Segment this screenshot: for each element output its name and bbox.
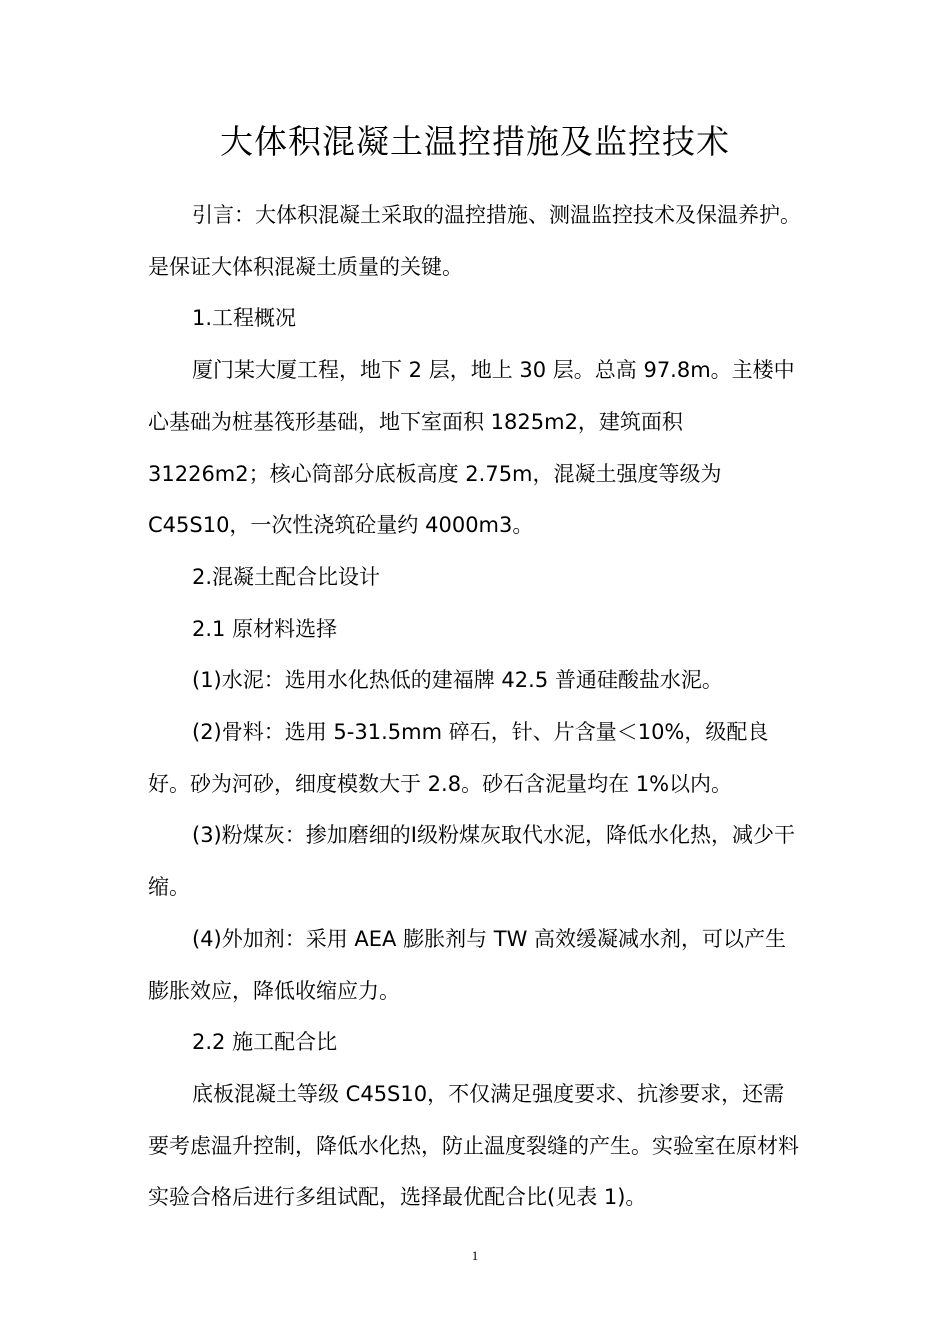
paragraph-cement: (1)水泥：选用水化热低的建福牌 42.5 普通硅酸盐水泥。 xyxy=(192,668,723,693)
document-title: 大体积混凝土温控措施及监控技术 xyxy=(220,122,730,161)
heading-raw-materials: 2.1 原材料选择 xyxy=(192,616,338,641)
page-number: 1 xyxy=(471,1248,479,1263)
paragraph-fly-ash: (3)粉煤灰：掺加磨细的Ⅰ级粉煤灰取代水泥，降低水化热，减少干缩。 xyxy=(148,823,795,900)
paragraph-project-overview: 厦门某大厦工程，地下 2 层，地上 30 层。总高 97.8m。主楼中心基础为桩基筏形基础，地下室面积 1825m2，建筑面积 31226m2；核心筒部分底板高度 2.75m，混凝土强度等级为 C45S10，一次性浇筑砼量约 4000m3。 xyxy=(148,358,795,538)
paragraph-intro: 引言：大体积混凝土采取的温控措施、测温监控技术及保温养护。是保证大体积混凝土质量的关键。 xyxy=(148,203,801,279)
paragraph-construction-mix: 底板混凝土等级 C45S10，不仅满足强度要求、抗渗要求，还需要考虑温升控制，降低水化热，防止温度裂缝的产生。实验室在原材料实验合格后进行多组试配，选择最优配合比(见表 1)。 xyxy=(148,1081,799,1210)
heading-mix-design: 2.混凝土配合比设计 xyxy=(192,564,381,589)
heading-project-overview: 1.工程概况 xyxy=(192,306,297,331)
paragraph-admixture: (4)外加剂：采用 AEA 膨胀剂与 TW 高效缓凝减水剂，可以产生膨胀效应，降低收缩应力。 xyxy=(148,926,787,1003)
heading-construction-mix: 2.2 施工配合比 xyxy=(192,1030,338,1055)
document-body xyxy=(148,190,803,1224)
paragraph-aggregate: (2)骨料：选用 5-31.5mm 碎石，针、片含量＜10%，级配良好。砂为河砂，细度模数大于 2.8。砂石含泥量均在 1%以内。 xyxy=(148,720,769,796)
